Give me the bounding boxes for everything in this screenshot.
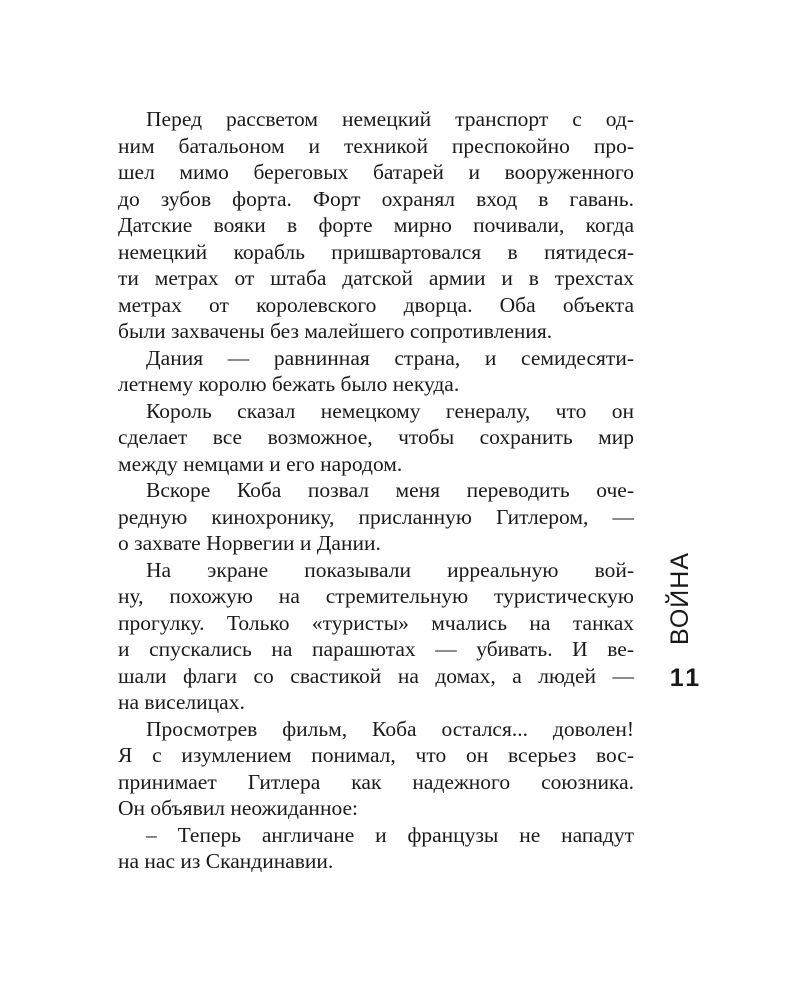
text-line: сделает все возможное, чтобы сохранить мир (118, 425, 634, 449)
body-text (118, 106, 634, 875)
text-line: редную кинохронику, присланную Гитлером, — (118, 504, 634, 529)
text-line: между немцами и его народом. (118, 451, 403, 476)
text-line: Вскоре Коба позвал меня переводить оче- (146, 478, 634, 502)
text-line: немецкий корабль пришвартовался в пятидеся- (118, 239, 634, 264)
text-line: ним батальоном и техникой преспокойно про- (118, 133, 634, 158)
running-head: ВОЙНА (666, 552, 694, 645)
text-line: летнему королю бежать было некуда. (118, 372, 460, 396)
text-line: о захвате Норвегии и Дании. (118, 531, 381, 555)
text-line: На экране показывали ирреальную вой- (146, 557, 634, 582)
page-number: 11 (669, 664, 703, 692)
text-line: на виселицах. (118, 690, 245, 714)
text-line: Король сказал немецкому генералу, что он (146, 398, 634, 423)
text-line: – Теперь англичане и французы не нападут (146, 822, 634, 847)
text-line: на нас из Скандинавии. (118, 849, 334, 873)
text-line: ти метрах от штаба датской армии и в трехстах (118, 266, 634, 290)
text-line: шел мимо береговых батарей и вооруженного (118, 160, 634, 184)
text-line: шали флаги со свастикой на домах, а людей — (118, 663, 634, 688)
text-line: Я с изумлением понимал, что он всерьез вос- (118, 743, 634, 767)
text-line: Он объявил неожиданное: (118, 796, 358, 820)
text-line: были захвачены без малейшего сопротивления. (118, 319, 553, 343)
text-line: прогулку. Только «туристы» мчались на танках (118, 610, 634, 635)
text-line: принимает Гитлера как надежного союзника. (118, 769, 634, 794)
text-line: Перед рассветом немецкий транспорт с од- (146, 107, 634, 131)
text-line: и спускались на парашютах — убивать. И ве- (118, 637, 634, 661)
text-line: ну, похожую на стремительную туристическую (118, 584, 634, 608)
text-line: Дания — равнинная страна, и семидесяти- (146, 345, 634, 370)
text-line: метрах от королевского дворца. Оба объекта (118, 292, 634, 317)
text-line: Датские вояки в форте мирно почивали, когда (118, 213, 634, 237)
text-line: Просмотрев фильм, Коба остался... доволен! (146, 716, 634, 741)
text-line: до зубов форта. Форт охранял вход в гавань. (118, 186, 634, 211)
